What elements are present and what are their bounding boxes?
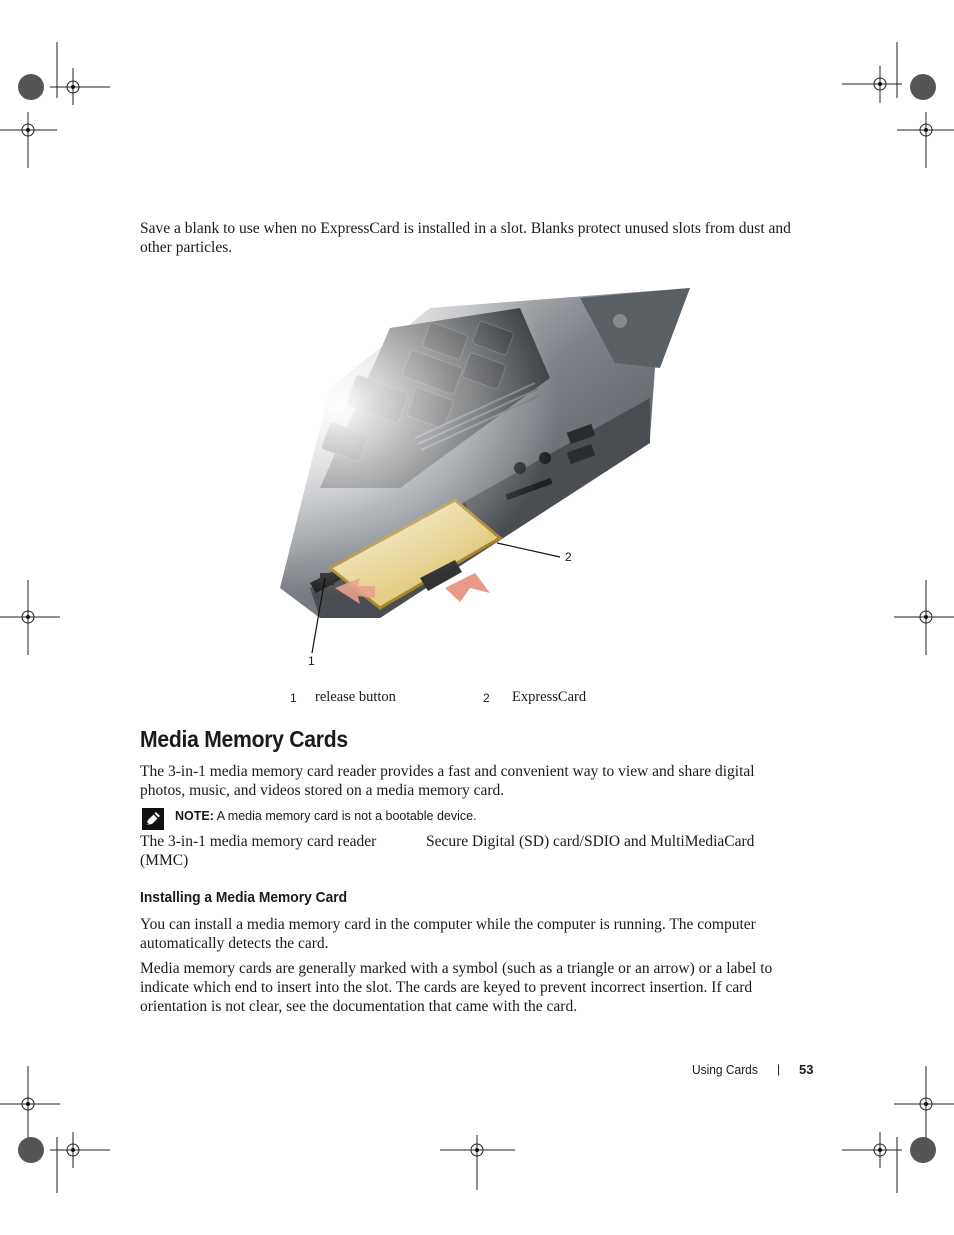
note-text: A media memory card is not a bootable device. [216,809,477,823]
note [175,809,477,823]
footer-chapter: Using Cards [692,1062,758,1077]
legend-label: release button [315,689,396,705]
subsection-paragraph-2: Media memory cards are generally marked with a symbol (such as a triangle or an arrow) or a label to indicate which end to insert into the slot. The cards are keyed to prevent incorrect insertion. If card orientation is not clear, see the documentation that came with the card. [140,960,773,1015]
note-pencil-icon [142,808,164,830]
reader-supported-cards-cont: (MMC) [140,852,189,869]
subsection-paragraph-1: You can install a media memory card in the computer while the computer is running. The computer automatically detects the card. [140,916,756,952]
legend-label: ExpressCard [512,689,587,705]
figure-callout-1: 1 [308,654,315,668]
legend-number: 2 [483,691,490,705]
expresscard-illustration [250,288,690,673]
note-label: NOTE: [175,809,214,823]
footer-separator: | [777,1062,781,1076]
section-paragraph: The 3-in-1 media memory card reader provides a fast and convenient way to view and share digital photos, music, and videos stored on a media memory card. [140,763,755,799]
section-title: Media Memory Cards [140,726,348,752]
reader-description: The 3-in-1 media memory card reader [140,833,377,850]
legend-number: 1 [290,691,297,705]
figure-callout-2: 2 [565,550,572,564]
subsection-title: Installing a Media Memory Card [140,889,348,906]
page-number: 53 [799,1062,814,1077]
reader-supported-cards: Secure Digital (SD) card/SDIO and MultiMediaCard [426,833,755,850]
intro-paragraph: Save a blank to use when no ExpressCard is installed in a slot. Blanks protect unused slots from dust and other particles. [140,220,791,256]
